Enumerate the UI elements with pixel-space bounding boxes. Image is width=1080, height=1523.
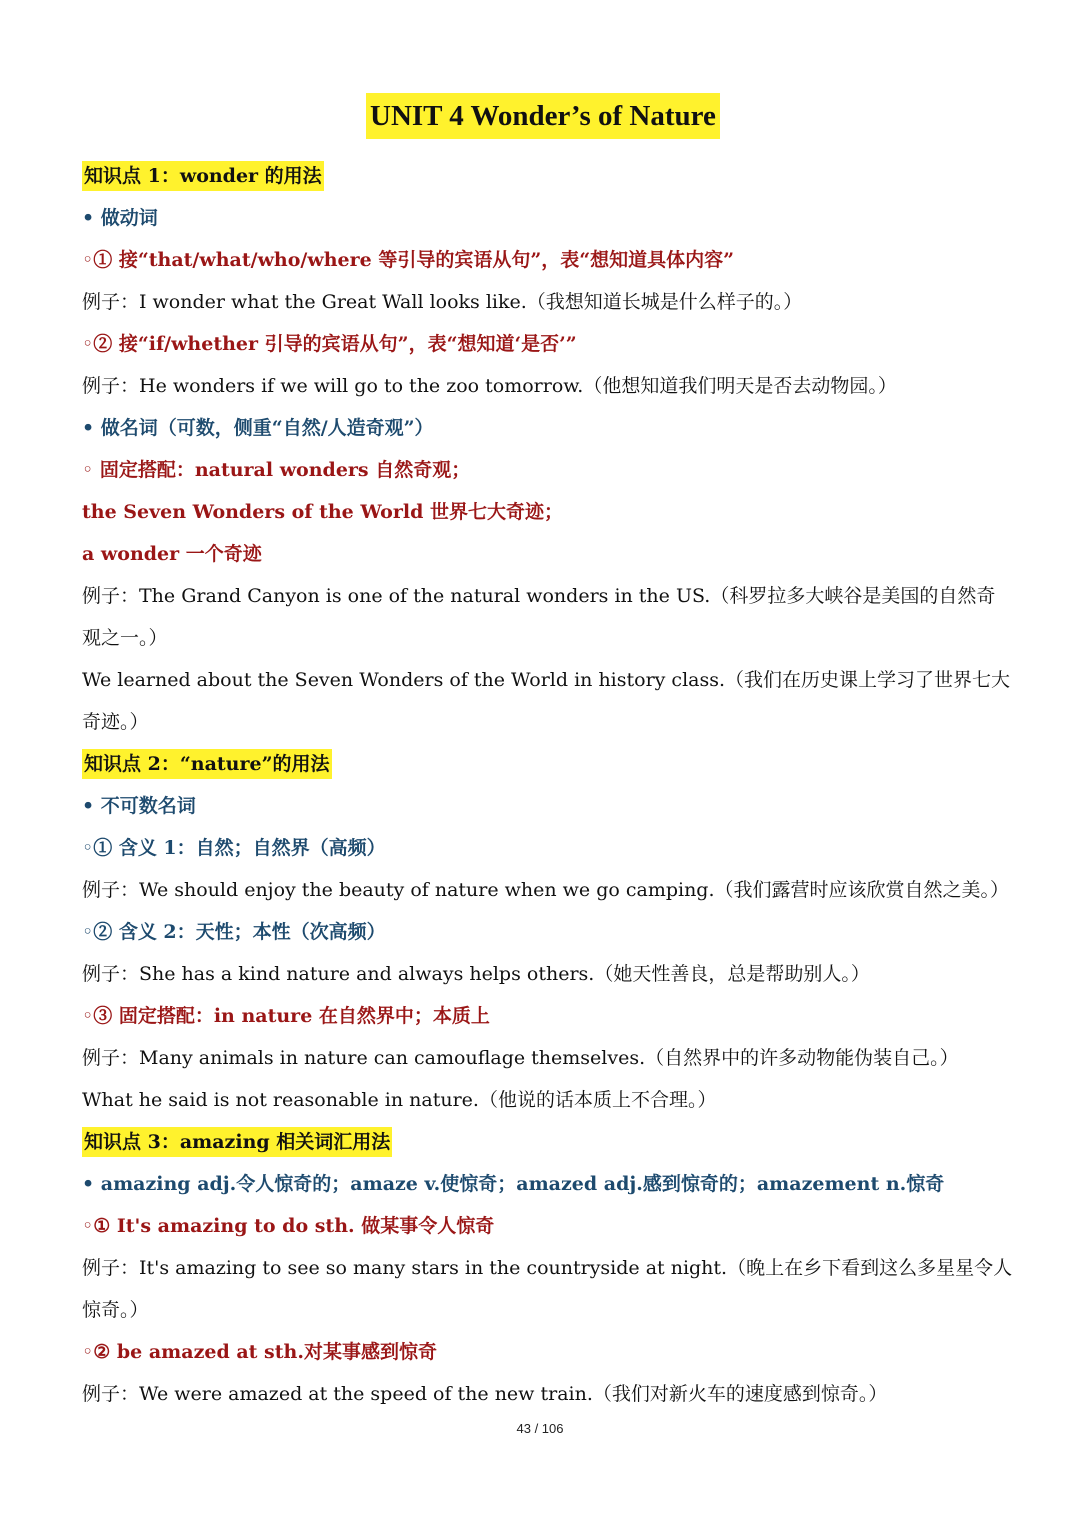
example-sentence: 例子：She has a kind nature and always helps others.（她天性善良，总是帮助别人。） bbox=[82, 963, 870, 985]
example-sentence: We learned about the Seven Wonders of the World in history class.（我们在历史课上学习了世界七大 bbox=[82, 669, 1011, 691]
example-sentence: 例子：The Grand Canyon is one of the natural wonders in the US.（科罗拉多大峡谷是美国的自然奇 bbox=[82, 585, 996, 607]
usage-2: ◦② be amazed at sth.对某事感到惊奇 bbox=[82, 1341, 437, 1363]
fixed-phrase: ◦ 固定搭配：natural wonders 自然奇观； bbox=[82, 459, 471, 481]
example-sentence: 例子：It's amazing to see so many stars in the countryside at night.（晚上在乡下看到这么多星星令人 bbox=[82, 1257, 1013, 1279]
section-3-header: 知识点 3：amazing 相关词汇用法 bbox=[82, 1128, 392, 1156]
verb-bullet: • 做动词 bbox=[82, 207, 158, 229]
uncountable-bullet: • 不可数名词 bbox=[82, 795, 196, 817]
example-sentence: 例子：Many animals in nature can camouflage themselves.（自然界中的许多动物能伪装自己。） bbox=[82, 1047, 959, 1069]
example-sentence: 例子：We were amazed at the speed of the new train.（我们对新火车的速度感到惊奇。） bbox=[82, 1383, 888, 1405]
meaning-2: ◦② 含义 2：天性；本性（次高频） bbox=[82, 921, 386, 943]
noun-bullet: • 做名词（可数，侧重“自然/人造奇观”） bbox=[82, 417, 434, 439]
word-family-bullet: • amazing adj.令人惊奇的；amaze v.使惊奇；amazed adj.感到惊奇的；amazement n.惊奇 bbox=[82, 1173, 945, 1195]
meaning-1: ◦① 含义 1：自然；自然界（高频） bbox=[82, 837, 386, 859]
example-sentence: 例子：He wonders if we will go to the zoo tomorrow.（他想知道我们明天是否去动物园。） bbox=[82, 375, 897, 397]
example-sentence: What he said is not reasonable in nature.（他说的话本质上不合理。） bbox=[82, 1089, 717, 1111]
example-sentence: 例子：I wonder what the Great Wall looks like.（我想知道长城是什么样子的。） bbox=[82, 291, 803, 313]
section-1-header: 知识点 1：wonder 的用法 bbox=[82, 162, 324, 190]
page-number: 43 / 106 bbox=[516, 1421, 564, 1436]
section-2-header: 知识点 2：“nature”的用法 bbox=[82, 750, 332, 778]
fixed-phrase: the Seven Wonders of the World 世界七大奇迹； bbox=[82, 501, 563, 523]
example-sentence: 例子：We should enjoy the beauty of nature when we go camping.（我们露营时应该欣赏自然之美。） bbox=[82, 879, 1010, 901]
page-title: UNIT 4 Wonder’s of Nature bbox=[366, 93, 720, 139]
fixed-phrase: ◦③ 固定搭配：in nature 在自然界中；本质上 bbox=[82, 1005, 490, 1027]
example-sentence-cont: 惊奇。） bbox=[82, 1299, 149, 1321]
verb-usage-2: ◦② 接“if/whether 引导的宾语从句”，表“想知道‘是否’” bbox=[82, 333, 577, 355]
example-sentence-cont: 奇迹。） bbox=[82, 711, 149, 733]
usage-1: ◦① It's amazing to do sth. 做某事令人惊奇 bbox=[82, 1215, 495, 1237]
fixed-phrase: a wonder 一个奇迹 bbox=[82, 543, 262, 565]
example-sentence-cont: 观之一。） bbox=[82, 627, 168, 649]
verb-usage-1: ◦① 接“that/what/who/where 等引导的宾语从句”，表“想知道具体内容” bbox=[82, 249, 735, 271]
